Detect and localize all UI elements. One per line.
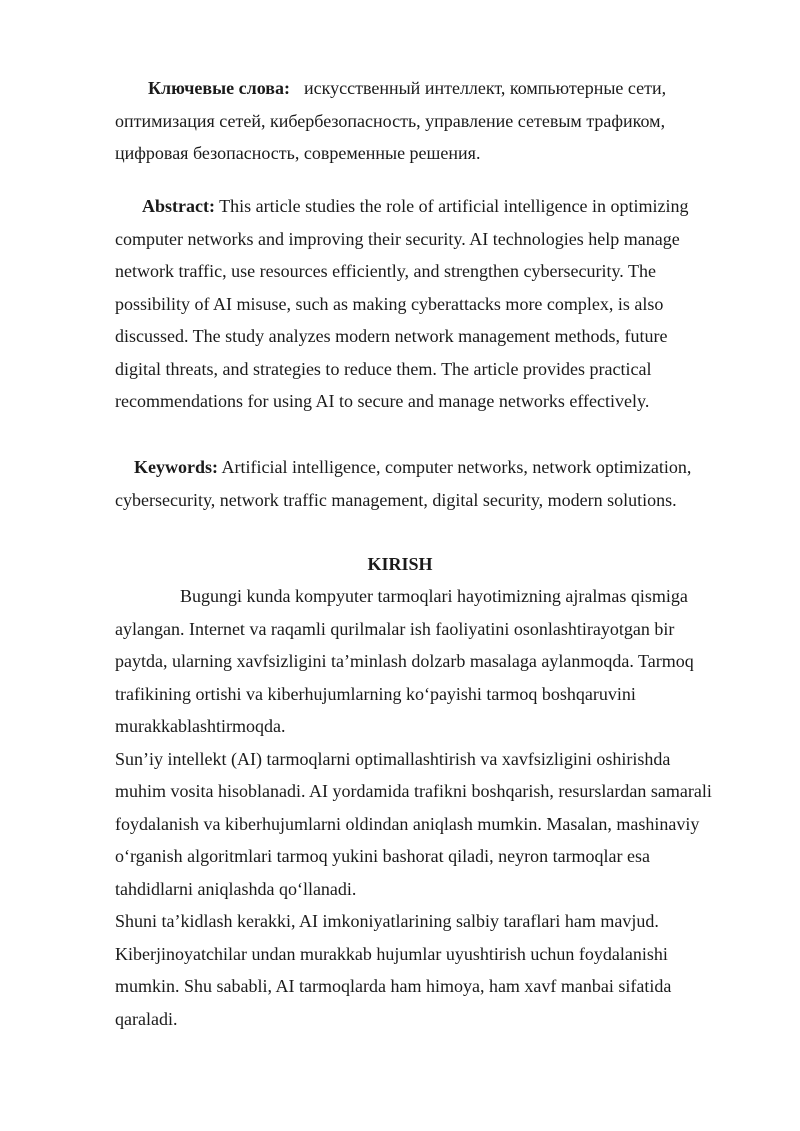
keywords-en-label: Keywords: — [134, 457, 218, 477]
section-line-8: foydalanish va kiberhujumlarni oldindan aniqlash mumkin. Masalan, mashinaviy — [115, 813, 700, 834]
keywords-en-line-2: cybersecurity, network traffic management, digital security, modern solutions. — [115, 489, 677, 510]
keywords-en-line-1 — [115, 451, 745, 484]
section-line-14: qaraladi. — [115, 1008, 178, 1029]
section-line-10: tahdidlarni aniqlashda qo‘llanadi. — [115, 878, 357, 899]
keywords-ru-line-2: оптимизация сетей, кибербезопасность, управление сетевым трафиком, — [115, 110, 666, 131]
section-line-2: aylangan. Internet va raqamli qurilmalar ish faoliyatini osonlashtirayotgan bir — [115, 618, 675, 639]
section-line-9: o‘rganish algoritmlari tarmoq yukini bashorat qiladi, neyron tarmoqlar esa — [115, 846, 651, 866]
keywords-ru-text: искусственный интеллект, компьютерные сети, — [303, 78, 667, 98]
abstract-paragraph — [115, 190, 745, 418]
section-line-7: muhim vosita hisoblanadi. AI yordamida trafikni boshqarish, resurslardan samarali — [115, 781, 712, 801]
abstract-line-6: digital threats, and strategies to reduce them. The article provides practical — [115, 358, 652, 379]
section-line-1-text: Bugungi kunda kompyuter tarmoqlari hayotimizning ajralmas qismiga — [180, 586, 688, 606]
section-line-5: murakkablashtirmoqda. — [115, 716, 286, 736]
keywords-ru-line-3: цифровая безопасность, современные решения. — [115, 143, 481, 163]
section-line-13: mumkin. Shu sababli, AI tarmoqlarda ham himoya, ham xavf manbai sifatida — [115, 976, 672, 996]
section-heading: KIRISH — [367, 554, 433, 574]
section-line-12: Kiberjinoyatchilar undan murakkab hujumlar uyushtirish uchun foydalanishi — [115, 943, 668, 964]
keywords-ru-line-1 — [115, 72, 745, 105]
keywords-en-paragraph — [115, 451, 745, 516]
abstract-text: This article studies the role of artificial intelligence in optimizing — [219, 196, 689, 216]
abstract-line-5: discussed. The study analyzes modern network management methods, future — [115, 326, 668, 346]
keywords-ru-paragraph — [115, 72, 745, 170]
section-line-3: paytda, ularning xavfsizligini ta’minlash dolzarb masalaga aylanmoqda. Tarmoq — [115, 651, 694, 671]
section-line-1 — [115, 580, 745, 613]
keywords-ru-label: Ключевые слова: — [148, 78, 290, 98]
section-line-11: Shuni ta’kidlash kerakki, AI imkoniyatlarining salbiy taraflari ham mavjud. — [115, 911, 659, 931]
abstract-line-2: computer networks and improving their security. AI technologies help manage — [115, 228, 680, 249]
section-line-4: trafikining ortishi va kiberhujumlarning ko‘payishi tarmoq boshqaruvini — [115, 683, 636, 704]
abstract-line-1 — [115, 190, 745, 223]
abstract-line-4: possibility of AI misuse, such as making cyberattacks more complex, is also — [115, 293, 664, 314]
section-line-6: Sun’iy intellekt (AI) tarmoqlarni optimallashtirish va xavfsizligini oshirishda — [115, 748, 671, 769]
abstract-line-3: network traffic, use resources efficiently, and strengthen cybersecurity. The — [115, 261, 656, 281]
abstract-label: Abstract: — [142, 196, 215, 216]
keywords-en-text: Artificial intelligence, computer networks, network optimization, — [221, 457, 692, 477]
abstract-line-7: recommendations for using AI to secure and manage networks effectively. — [115, 391, 650, 411]
section-body — [115, 580, 745, 1035]
